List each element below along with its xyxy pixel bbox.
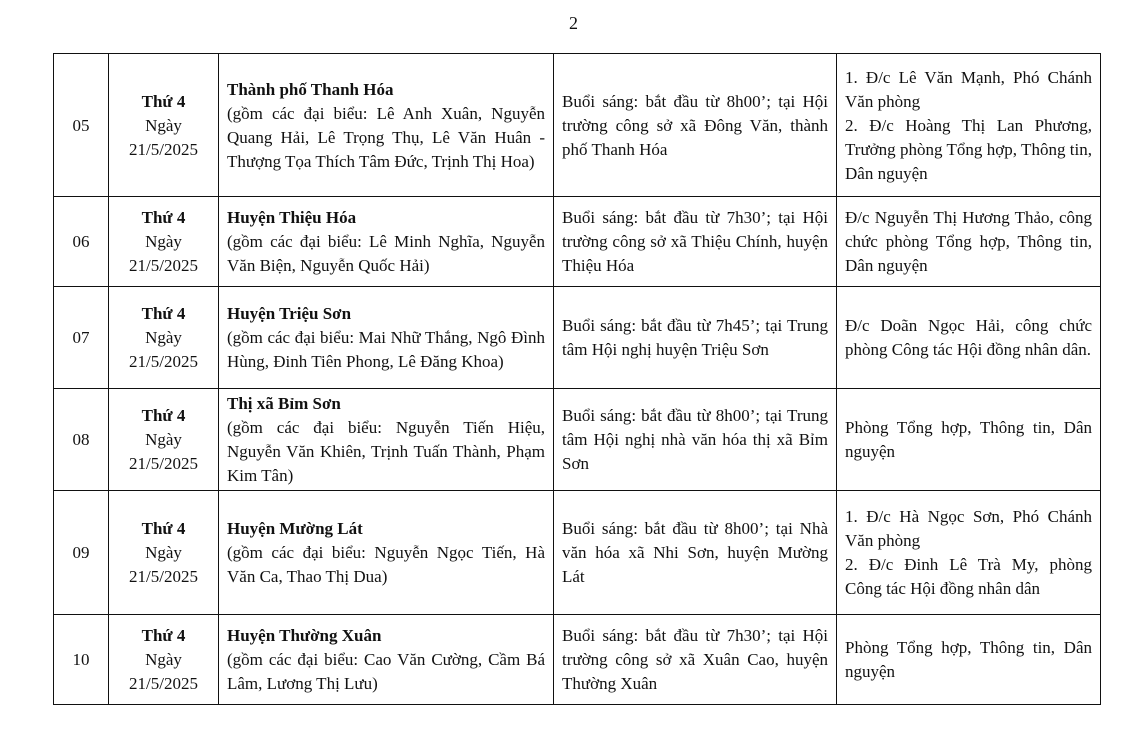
table-row: [54, 389, 1101, 491]
date-value: 21/5/2025: [129, 256, 198, 275]
delegates-list: (gồm các đại biểu: Nguyễn Ngọc Tiến, Hà Văn Ca, Thao Thị Dua): [227, 543, 545, 586]
unit-cell: [219, 197, 554, 287]
day-label: Ngày: [145, 115, 182, 135]
row-number: 06: [54, 197, 109, 287]
unit-name: Thành phố Thanh Hóa: [227, 79, 394, 99]
contact-cell: [837, 197, 1101, 287]
contact-cell: [837, 491, 1101, 615]
contact-line: Đ/c Doãn Ngọc Hải, công chức phòng Công tác Hội đồng nhân dân.: [845, 316, 1092, 359]
date-cell: [109, 389, 219, 491]
contact-line: Phòng Tổng hợp, Thông tin, Dân nguyện: [845, 418, 1092, 461]
row-number: 10: [54, 615, 109, 705]
day-label: Ngày: [145, 430, 182, 449]
weekday: Thứ 4: [141, 406, 186, 425]
unit-name: Huyện Mường Lát: [227, 519, 363, 538]
date-value: 21/5/2025: [129, 352, 198, 371]
time-place-cell: Buổi sáng: bắt đầu từ 8h00’; tại Trung tâm Hội nghị nhà văn hóa thị xã Bỉm Sơn: [554, 389, 837, 491]
time-place-cell: Buổi sáng: bắt đầu từ 8h00’; tại Nhà văn hóa xã Nhi Sơn, huyện Mường Lát: [554, 491, 837, 615]
time-place-cell: Buổi sáng: bắt đầu từ 7h45’; tại Trung tâm Hội nghị huyện Triệu Sơn: [554, 287, 837, 389]
row-number: 08: [54, 389, 109, 491]
table-row: [54, 287, 1101, 389]
unit-cell: [219, 615, 554, 705]
row-number: 09: [54, 491, 109, 615]
weekday: Thứ 4: [141, 519, 186, 538]
day-label: Ngày: [145, 650, 182, 669]
contact-line: 1. Đ/c Hà Ngọc Sơn, Phó Chánh Văn phòng: [845, 507, 1092, 550]
contact-cell: [837, 54, 1101, 197]
contact-line: Đ/c Nguyễn Thị Hương Thảo, công chức phòng Tổng hợp, Thông tin, Dân nguyện: [845, 208, 1092, 275]
day-label: Ngày: [145, 543, 182, 562]
weekday: Thứ 4: [141, 91, 186, 111]
date-cell: [109, 615, 219, 705]
contact-line: 2. Đ/c Đinh Lê Trà My, phòng Công tác Hội đồng nhân dân: [845, 555, 1092, 598]
contact-line: 1. Đ/c Lê Văn Mạnh, Phó Chánh Văn phòng: [845, 67, 1092, 111]
date-cell: [109, 54, 219, 197]
weekday: Thứ 4: [141, 626, 186, 645]
table-row: [54, 491, 1101, 615]
day-label: Ngày: [145, 328, 182, 347]
weekday: Thứ 4: [141, 208, 186, 227]
date-cell: [109, 197, 219, 287]
date-value: 21/5/2025: [129, 454, 198, 473]
delegates-list: (gồm các đại biểu: Lê Anh Xuân, Nguyễn Quang Hải, Lê Trọng Thụ, Lê Văn Huân - Thượng Tọa Thích Tâm Đức, Trịnh Thị Hoa): [227, 103, 545, 171]
contact-line: Phòng Tổng hợp, Thông tin, Dân nguyện: [845, 638, 1092, 681]
schedule-table: [53, 53, 1101, 705]
date-cell: [109, 491, 219, 615]
delegates-list: (gồm các đại biểu: Nguyễn Tiến Hiệu, Nguyễn Văn Khiên, Trịnh Tuấn Thành, Phạm Kim Tân): [227, 418, 545, 485]
date-value: 21/5/2025: [129, 139, 198, 159]
unit-cell: [219, 491, 554, 615]
unit-name: Huyện Thường Xuân: [227, 626, 382, 645]
row-number: 07: [54, 287, 109, 389]
weekday: Thứ 4: [141, 304, 186, 323]
table-row: [54, 197, 1101, 287]
contact-cell: [837, 615, 1101, 705]
unit-cell: [219, 389, 554, 491]
row-number: 05: [54, 54, 109, 197]
unit-name: Huyện Thiệu Hóa: [227, 208, 357, 227]
contact-cell: [837, 389, 1101, 491]
unit-cell: [219, 54, 554, 197]
table-row: [54, 615, 1101, 705]
delegates-list: (gồm các đại biểu: Lê Minh Nghĩa, Nguyễn Văn Biện, Nguyễn Quốc Hải): [227, 232, 545, 275]
contact-line: 2. Đ/c Hoàng Thị Lan Phương, Trưởng phòng Tổng hợp, Thông tin, Dân nguyện: [845, 115, 1092, 183]
unit-name: Huyện Triệu Sơn: [227, 304, 352, 323]
day-label: Ngày: [145, 232, 182, 251]
date-value: 21/5/2025: [129, 567, 198, 586]
time-place-cell: Buổi sáng: bắt đầu từ 8h00’; tại Hội trường công sở xã Đông Văn, thành phố Thanh Hóa: [554, 54, 837, 197]
unit-name: Thị xã Bỉm Sơn: [227, 394, 341, 413]
page-number: 2: [569, 13, 578, 33]
time-place-cell: Buổi sáng: bắt đầu từ 7h30’; tại Hội trường công sở xã Xuân Cao, huyện Thường Xuân: [554, 615, 837, 705]
contact-cell: [837, 287, 1101, 389]
unit-cell: [219, 287, 554, 389]
delegates-list: (gồm các đại biểu: Mai Nhữ Thắng, Ngô Đình Hùng, Đinh Tiên Phong, Lê Đăng Khoa): [227, 328, 545, 371]
table-row: [54, 54, 1101, 197]
time-place-cell: Buổi sáng: bắt đầu từ 7h30’; tại Hội trường công sở xã Thiệu Chính, huyện Thiệu Hóa: [554, 197, 837, 287]
date-value: 21/5/2025: [129, 674, 198, 693]
date-cell: [109, 287, 219, 389]
delegates-list: (gồm các đại biểu: Cao Văn Cường, Cầm Bá Lâm, Lương Thị Lưu): [227, 650, 545, 693]
